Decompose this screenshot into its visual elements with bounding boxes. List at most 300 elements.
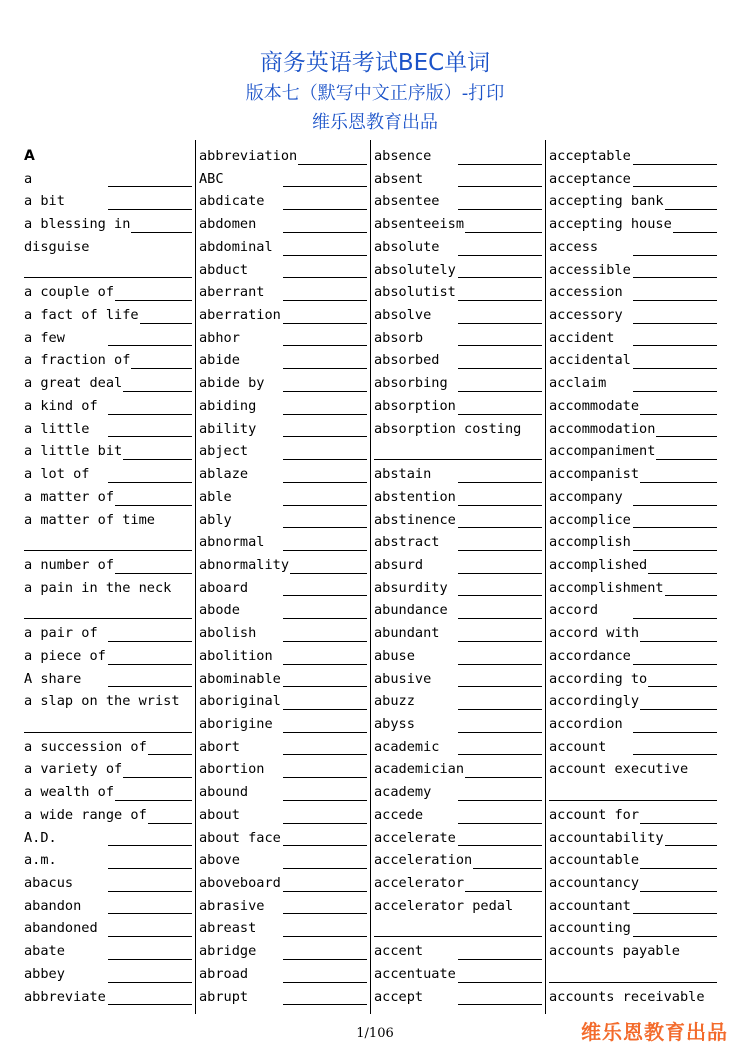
answer-blank <box>633 391 717 392</box>
word-text: abolition <box>199 647 273 664</box>
answer-blank <box>665 595 717 596</box>
word-text: A.D. <box>24 829 57 846</box>
word-text: abnormal <box>199 534 265 551</box>
word-text: access <box>549 238 599 255</box>
word-text: accessory <box>549 307 623 324</box>
word-text: acceptable <box>549 148 631 164</box>
word-row <box>24 554 192 577</box>
word-row <box>374 917 542 940</box>
answer-blank <box>24 732 192 733</box>
answer-blank <box>549 800 717 801</box>
word-row <box>549 758 717 781</box>
word-text: academy <box>374 784 432 801</box>
answer-blank <box>633 300 717 301</box>
word-row <box>199 804 367 827</box>
answer-blank <box>465 891 542 892</box>
answer-blank <box>633 323 717 324</box>
word-text: absenteeism <box>374 216 465 233</box>
word-text: accepting house <box>549 216 672 233</box>
word-row <box>199 645 367 668</box>
answer-blank <box>123 459 192 460</box>
word-text: a lot of <box>24 466 90 483</box>
answer-blank <box>283 913 367 914</box>
watermark: 维乐恩教育出品 <box>581 1020 728 1044</box>
word-row <box>374 168 542 191</box>
answer-blank <box>283 664 367 665</box>
word-text: a fact of life <box>24 307 139 324</box>
answer-blank <box>115 300 192 301</box>
answer-blank <box>108 436 192 437</box>
word-text: a bit <box>24 193 65 210</box>
answer-blank <box>148 823 192 824</box>
answer-blank <box>283 777 367 778</box>
answer-blank <box>283 414 367 415</box>
word-text: accountable <box>549 852 640 869</box>
answer-blank <box>108 959 192 960</box>
word-row <box>199 736 367 759</box>
answer-blank <box>283 868 367 869</box>
answer-blank <box>283 482 367 483</box>
word-row <box>549 963 717 986</box>
word-row <box>374 509 542 532</box>
word-row <box>199 599 367 622</box>
answer-blank <box>665 845 717 846</box>
word-row <box>374 872 542 895</box>
answer-blank <box>648 573 717 574</box>
word-row <box>549 872 717 895</box>
word-row <box>549 940 717 963</box>
answer-blank <box>458 505 542 506</box>
answer-blank <box>283 982 367 983</box>
word-row <box>374 690 542 713</box>
word-row <box>24 736 192 759</box>
word-text: abound <box>199 784 249 801</box>
word-text: accountability <box>549 829 664 846</box>
answer-blank <box>283 732 367 733</box>
word-row <box>549 372 717 395</box>
word-text: account executive <box>549 761 689 778</box>
answer-blank <box>640 891 717 892</box>
word-row <box>24 781 192 804</box>
word-row <box>24 531 192 554</box>
answer-blank <box>108 845 192 846</box>
word-row <box>199 690 367 713</box>
word-text: academic <box>374 738 440 755</box>
answer-blank <box>283 618 367 619</box>
word-text: abstinence <box>374 511 456 528</box>
answer-blank <box>465 777 542 778</box>
word-text: a kind of <box>24 397 98 414</box>
word-row <box>374 599 542 622</box>
word-row <box>24 213 192 236</box>
answer-blank <box>458 209 542 210</box>
word-text: accordingly <box>549 693 640 710</box>
answer-blank <box>458 368 542 369</box>
word-row <box>374 486 542 509</box>
answer-blank <box>148 754 192 755</box>
word-row <box>199 758 367 781</box>
word-row <box>374 281 542 304</box>
answer-blank <box>283 823 367 824</box>
word-text: absent <box>374 170 424 187</box>
word-row <box>199 236 367 259</box>
word-row <box>549 668 717 691</box>
word-text: abduct <box>199 261 249 278</box>
word-row <box>199 827 367 850</box>
word-row <box>374 304 542 327</box>
word-row <box>374 463 542 486</box>
answer-blank <box>374 936 542 937</box>
word-row <box>374 827 542 850</box>
word-row <box>24 599 192 622</box>
word-row <box>549 349 717 372</box>
word-row <box>199 781 367 804</box>
word-text: abiding <box>199 397 257 414</box>
word-row <box>549 895 717 918</box>
document-subtitle: 版本七（默写中文正序版）-打印 <box>245 83 505 104</box>
answer-blank <box>24 277 192 278</box>
answer-blank <box>115 573 192 574</box>
word-text: abandon <box>24 897 82 914</box>
word-text: abhor <box>199 329 240 346</box>
word-text: accord with <box>549 625 640 642</box>
word-row <box>199 986 367 1009</box>
answer-blank <box>115 505 192 506</box>
word-row <box>549 259 717 282</box>
word-text: accent <box>374 943 424 960</box>
word-text: a piece of <box>24 647 106 664</box>
word-text: ability <box>199 420 257 437</box>
answer-blank <box>283 186 367 187</box>
word-row <box>549 213 717 236</box>
word-row <box>549 509 717 532</box>
answer-blank <box>283 436 367 437</box>
word-row <box>24 440 192 463</box>
answer-blank <box>108 414 192 415</box>
answer-blank <box>458 300 542 301</box>
answer-blank <box>458 732 542 733</box>
word-row <box>549 168 717 191</box>
word-text: according to <box>549 670 648 687</box>
word-row <box>374 145 542 168</box>
word-text: aboard <box>199 579 249 596</box>
answer-blank <box>633 618 717 619</box>
word-text: absolutely <box>374 261 456 278</box>
word-text: accounts receivable <box>549 988 705 1005</box>
word-text: accomplish <box>549 534 631 551</box>
word-text: abide by <box>199 375 265 392</box>
answer-blank <box>458 664 542 665</box>
answer-blank <box>458 527 542 528</box>
word-text: disguise <box>24 238 90 255</box>
word-text: accommodate <box>549 397 640 414</box>
word-text: a fraction of <box>24 352 131 369</box>
answer-blank <box>633 255 717 256</box>
word-text: abolish <box>199 625 257 642</box>
word-text: accentuate <box>374 965 456 982</box>
word-row <box>24 963 192 986</box>
word-text: absorbing <box>374 375 448 392</box>
word-row <box>549 622 717 645</box>
answer-blank <box>458 277 542 278</box>
word-row <box>374 190 542 213</box>
word-row <box>199 213 367 236</box>
word-row <box>549 554 717 577</box>
word-text: A share <box>24 670 82 687</box>
answer-blank <box>283 505 367 506</box>
answer-blank <box>473 868 542 869</box>
answer-blank <box>640 482 717 483</box>
word-row <box>24 895 192 918</box>
word-row <box>199 281 367 304</box>
word-row <box>24 668 192 691</box>
word-row <box>199 963 367 986</box>
word-row <box>24 645 192 668</box>
answer-blank <box>283 527 367 528</box>
answer-blank <box>24 550 192 551</box>
word-row <box>549 486 717 509</box>
word-text: absorb <box>374 329 424 346</box>
word-row <box>374 940 542 963</box>
word-row <box>24 281 192 304</box>
answer-blank <box>633 345 717 346</box>
word-text: absurdity <box>374 579 448 596</box>
word-text: accelerator pedal <box>374 897 514 914</box>
word-row <box>24 304 192 327</box>
word-row <box>374 395 542 418</box>
answer-blank <box>108 868 192 869</box>
word-row <box>199 418 367 441</box>
answer-blank <box>283 959 367 960</box>
word-text: absence <box>374 148 432 164</box>
word-text: a few <box>24 329 65 346</box>
word-text: absolute <box>374 238 440 255</box>
answer-blank <box>458 845 542 846</box>
word-text: abyss <box>374 715 415 732</box>
word-text: abdomen <box>199 216 257 233</box>
answer-blank <box>458 595 542 596</box>
word-row <box>549 440 717 463</box>
word-text: abacus <box>24 875 74 891</box>
word-text: absurd <box>374 556 424 573</box>
word-text: accept <box>374 988 424 1005</box>
word-text: accompaniment <box>549 443 656 460</box>
word-row <box>549 190 717 213</box>
word-text: abbey <box>24 965 65 982</box>
word-text: accomplishment <box>549 579 664 596</box>
word-text: abuse <box>374 647 415 664</box>
word-text: acclaim <box>549 375 607 392</box>
word-row <box>199 917 367 940</box>
word-text: ablaze <box>199 466 249 483</box>
word-text: accident <box>549 329 615 346</box>
word-text: accordion <box>549 715 623 732</box>
word-row <box>374 327 542 350</box>
answer-blank <box>108 186 192 187</box>
answer-blank <box>283 595 367 596</box>
word-text: abject <box>199 443 249 460</box>
word-text: absorbed <box>374 352 440 369</box>
word-row <box>24 804 192 827</box>
answer-blank <box>640 414 717 415</box>
word-row <box>549 827 717 850</box>
word-row <box>549 986 717 1009</box>
word-row <box>549 645 717 668</box>
word-row <box>374 645 542 668</box>
word-row <box>199 440 367 463</box>
answer-blank <box>108 209 192 210</box>
word-row <box>549 736 717 759</box>
answer-blank <box>283 550 367 551</box>
word-text: abusive <box>374 670 432 687</box>
word-text: accounts payable <box>549 943 680 960</box>
word-row <box>24 372 192 395</box>
answer-blank <box>283 936 367 937</box>
word-row <box>374 259 542 282</box>
answer-blank <box>24 618 192 619</box>
word-row <box>549 917 717 940</box>
word-text: a <box>24 170 33 187</box>
word-text: accompany <box>549 488 623 505</box>
word-row <box>374 577 542 600</box>
word-text: academician <box>374 761 465 778</box>
word-row <box>24 713 192 736</box>
word-text: abate <box>24 943 65 960</box>
answer-blank <box>283 209 367 210</box>
answer-blank <box>648 686 717 687</box>
answer-blank <box>458 709 542 710</box>
word-text: abortion <box>199 761 265 778</box>
answer-blank <box>283 686 367 687</box>
answer-blank <box>458 982 542 983</box>
word-text: accounting <box>549 920 631 937</box>
word-text: accord <box>549 602 599 619</box>
word-row <box>374 372 542 395</box>
word-text: accompanist <box>549 466 640 483</box>
word-row <box>199 395 367 418</box>
word-row <box>374 895 542 918</box>
answer-blank <box>108 936 192 937</box>
word-text: abrasive <box>199 897 265 914</box>
word-text: a.m. <box>24 852 57 869</box>
word-row <box>24 236 192 259</box>
answer-blank <box>298 164 367 165</box>
answer-blank <box>283 391 367 392</box>
word-text: accordance <box>549 647 631 664</box>
word-row <box>24 940 192 963</box>
answer-blank <box>549 982 717 983</box>
word-row <box>374 986 542 1009</box>
word-text: accountant <box>549 897 631 914</box>
answer-blank <box>633 368 717 369</box>
word-row <box>549 304 717 327</box>
word-text: accidental <box>549 352 631 369</box>
word-row <box>199 849 367 872</box>
answer-blank <box>458 800 542 801</box>
word-text: absolutist <box>374 284 456 301</box>
answer-blank <box>283 232 367 233</box>
answer-blank <box>458 641 542 642</box>
answer-blank <box>283 754 367 755</box>
answer-blank <box>458 823 542 824</box>
word-row <box>549 690 717 713</box>
answer-blank <box>640 709 717 710</box>
answer-blank <box>140 323 192 324</box>
word-column-1 <box>24 145 192 1008</box>
word-text: able <box>199 488 232 505</box>
word-text: a little bit <box>24 443 123 460</box>
answer-blank <box>374 459 542 460</box>
word-text: abuzz <box>374 693 415 710</box>
word-row <box>374 713 542 736</box>
answer-blank <box>131 232 192 233</box>
word-row <box>199 668 367 691</box>
word-row <box>549 849 717 872</box>
word-text: a variety of <box>24 761 123 778</box>
word-text: about <box>199 806 240 823</box>
word-row <box>374 804 542 827</box>
column-divider <box>370 140 371 1014</box>
word-text: aberration <box>199 307 281 324</box>
word-text: accelerate <box>374 829 456 846</box>
word-text: aboveboard <box>199 875 281 891</box>
answer-blank <box>131 368 192 369</box>
word-row <box>24 168 192 191</box>
word-text: account <box>549 738 607 755</box>
word-text: abroad <box>199 965 249 982</box>
word-row <box>24 349 192 372</box>
word-row <box>549 395 717 418</box>
word-row <box>374 849 542 872</box>
word-row <box>24 395 192 418</box>
answer-blank <box>458 164 542 165</box>
word-text: abundance <box>374 602 448 619</box>
word-row <box>199 872 367 895</box>
word-row <box>549 713 717 736</box>
word-row <box>374 440 542 463</box>
word-row <box>374 622 542 645</box>
word-text: a wealth of <box>24 784 115 801</box>
word-text: abstain <box>374 466 432 483</box>
word-row <box>374 213 542 236</box>
word-text: abbreviation <box>199 148 298 164</box>
word-row <box>24 849 192 872</box>
word-text: A <box>24 148 35 164</box>
word-row <box>549 531 717 554</box>
answer-blank <box>665 209 717 210</box>
word-row <box>549 418 717 441</box>
word-text: abandoned <box>24 920 98 937</box>
answer-blank <box>108 982 192 983</box>
word-text: accountancy <box>549 875 640 891</box>
word-column-3 <box>374 145 542 1008</box>
word-text: abdominal <box>199 238 273 255</box>
answer-blank <box>283 323 367 324</box>
answer-blank <box>108 913 192 914</box>
word-row <box>199 190 367 213</box>
word-text: aborigine <box>199 715 273 732</box>
word-row <box>374 531 542 554</box>
answer-blank <box>283 709 367 710</box>
word-row <box>199 372 367 395</box>
answer-blank <box>458 482 542 483</box>
word-row <box>374 418 542 441</box>
answer-blank <box>458 550 542 551</box>
answer-blank <box>656 459 717 460</box>
word-row <box>24 463 192 486</box>
answer-blank <box>633 277 717 278</box>
answer-blank <box>283 891 367 892</box>
